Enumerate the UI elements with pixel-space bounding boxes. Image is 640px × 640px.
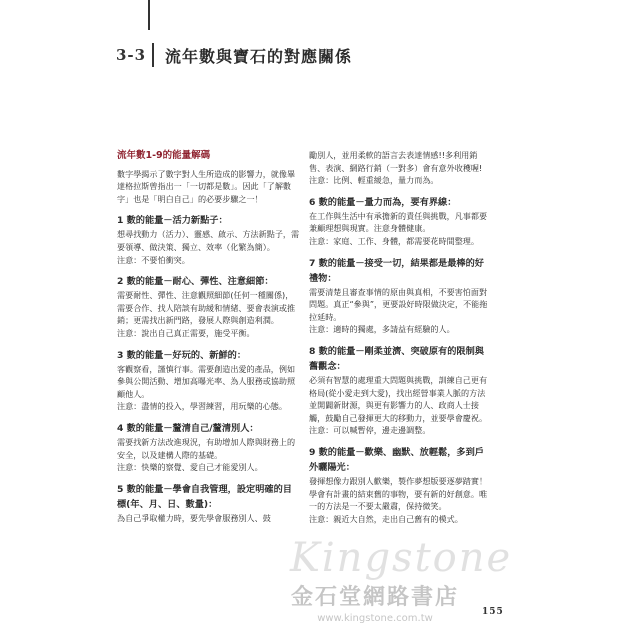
item-heading: 4 數的能量－釐清自己/釐清別人： bbox=[117, 422, 259, 434]
page-number: 155 bbox=[482, 607, 504, 617]
energy-decoding-heading: 流年數1-9的能量解碼 bbox=[117, 150, 211, 161]
item-heading: 1 數的能量－活力新點子： bbox=[117, 215, 228, 227]
item-heading: 9 數的能量－歡樂、幽默、放輕鬆，多到戶外曬陽光： bbox=[309, 446, 484, 473]
intro-paragraph: 數字學揭示了數字對人生所造成的影響力，就像畢達格拉斯曾指出一「一切都是數」。因此「了解數字」也是「明白自己」的必要步驟之一！ bbox=[117, 168, 296, 204]
number-4-block bbox=[117, 421, 301, 474]
item-body: 必須有智慧的處理重大問題與挑戰，訓練自己更有格局(從小愛走到大愛)，找出經營事業人脈的方法並開闢新財源，與更有影響力的人、政商人士接觸，鼓勵自己發揮更大的移動力，並要學會慶祝。 bbox=[309, 374, 488, 423]
top-vertical-rule bbox=[148, 0, 150, 30]
watermark bbox=[250, 580, 500, 624]
number-8-block bbox=[309, 344, 493, 437]
item-heading: 3 數的能量－好玩的、新鮮的： bbox=[117, 349, 247, 361]
number-2-block bbox=[117, 274, 301, 339]
item-heading: 2 數的能量－耐心、彈性、注意細節： bbox=[117, 276, 274, 288]
watermark-url: www.kingstone.com.tw bbox=[317, 613, 433, 624]
item-note: 注意：可以喊暫停，邊走邊調整。 bbox=[309, 425, 431, 436]
number-9-block bbox=[309, 445, 493, 525]
section-number: 3-3 bbox=[116, 46, 147, 64]
watermark-brand-cn: 金石堂網路書店 bbox=[290, 584, 459, 610]
item-body: 發揮想像力跟別人歡樂，製作夢想版要逐夢踏實！學會有計畫的結束舊的事物，要有新的好創意。唯一的方法是一不要太嚴肅，保持微笑。 bbox=[309, 475, 488, 512]
item-note: 注意：快樂的察覺、愛自己才能愛別人。 bbox=[117, 462, 263, 473]
number-1-block bbox=[117, 213, 301, 266]
left-column bbox=[117, 150, 301, 524]
item-note: 注意：親近大自然，走出自己舊有的模式。 bbox=[309, 513, 463, 524]
number-6-block bbox=[309, 195, 493, 248]
item-body: 需要耐性、彈性、注意觀照細節(任何一種關係)，需要合作、找人陪談有助緩和情緒、要會表演或推銷；更需找出新門路，發展人際與創造利潤。 bbox=[117, 290, 296, 326]
item-heading: 8 數的能量－剛柔並濟、突破原有的限制與舊觀念： bbox=[309, 345, 484, 372]
watermark-brand-latin: Kingstone bbox=[290, 535, 513, 581]
item-body: 需要清楚且審查事情的原由與真相，不要害怕面對問題。真正“參與”，更要設好時限做決定，不能拖拉延時。 bbox=[309, 286, 488, 322]
number-7-block bbox=[309, 256, 493, 336]
item-note: 注意：家庭、工作、身體，都需要花時間整理。 bbox=[309, 235, 479, 246]
section-title: 流年數與寶石的對應關係 bbox=[165, 47, 353, 66]
item-body: 為自己爭取權力時，要先學會服務別人、鼓 bbox=[117, 512, 271, 523]
item-body: 在工作與生活中有承擔新的責任與挑戰，凡事都要兼顧理想與現實。注意身體健康。 bbox=[309, 210, 488, 234]
continuation-text: 勵別人，並用柔軟的語言去表達情感!!多利用銷售、表演、網路行銷（一對多）會有意外收穫喔! bbox=[309, 150, 483, 173]
number-5-block bbox=[117, 482, 301, 525]
item-note: 注意：盡情的投入，學習練習，用玩樂的心態。 bbox=[117, 401, 287, 412]
item-body: 客觀察看，謹慎行事。需要創造出愛的產品，例如參與公開活動、增加高曝光率、為人服務或協助照顧他人。 bbox=[117, 363, 296, 399]
item-heading: 6 數的能量－量力而為，要有界線： bbox=[309, 196, 457, 208]
item-note: 注意：適時的獨處，多請益有經驗的人。 bbox=[309, 324, 455, 335]
item-heading: 7 數的能量－接受一切，結果都是最棒的好禮物： bbox=[309, 257, 484, 284]
continuation-note: 注意：比例、輕重緩急，量力而為。 bbox=[309, 175, 439, 186]
header-divider bbox=[152, 43, 154, 67]
item-heading: 5 數的能量－學會自我管理，設定明確的目標(年、月、日、數量)： bbox=[117, 483, 292, 510]
item-note: 注意：不要怕衝突。 bbox=[117, 254, 190, 265]
item-note: 注意：說出自己真正需要，施受平衡。 bbox=[117, 327, 255, 338]
number-3-block bbox=[117, 348, 301, 413]
item-body: 想尋找動力（活力）、靈感、啟示、方法新點子，需要領導、做決策、獨立、效率（化繁為簡）。 bbox=[117, 229, 300, 252]
right-column bbox=[309, 149, 493, 525]
item-body: 需要找新方法改進現況，有助增加人際與財務上的安全，以及建構人際的基礎。 bbox=[117, 436, 296, 460]
